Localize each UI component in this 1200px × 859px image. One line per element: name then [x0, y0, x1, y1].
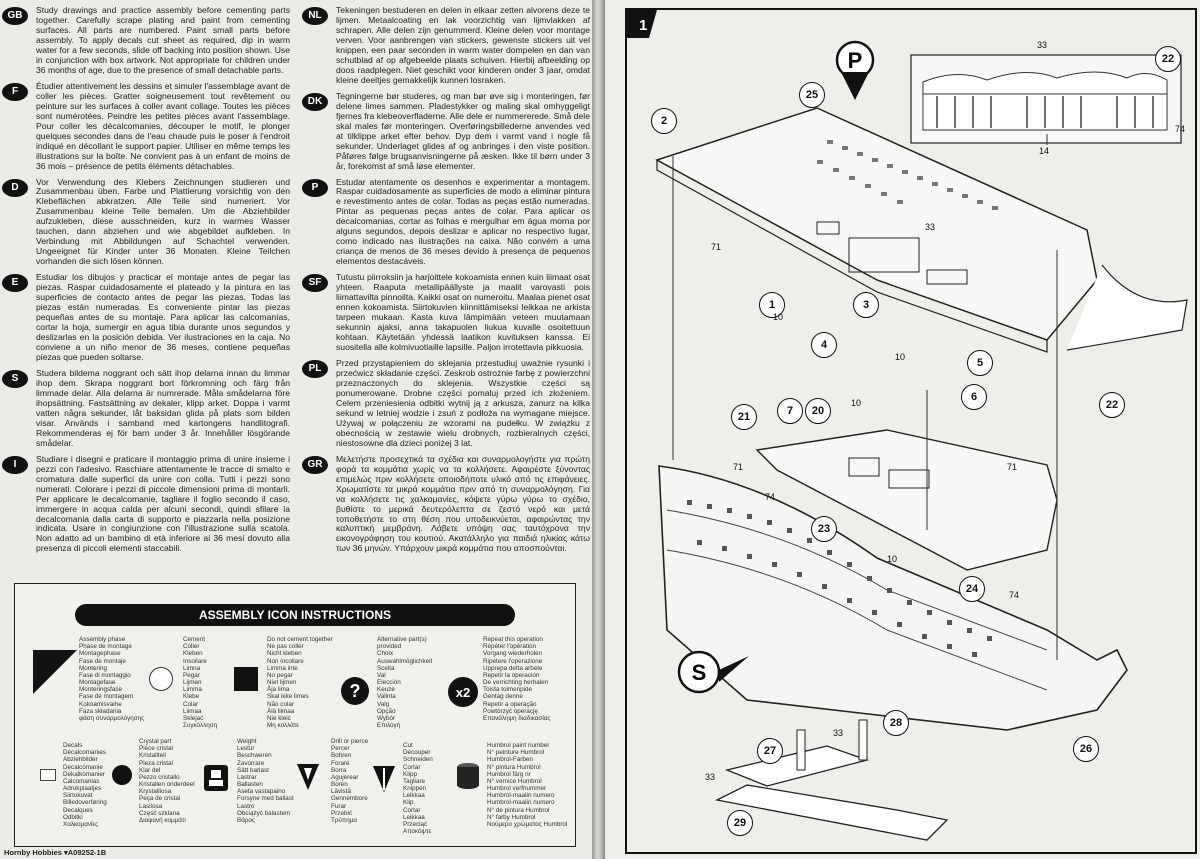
language-badge-gb: GB [2, 7, 28, 25]
part-label-71-right: 71 [1007, 462, 1018, 472]
instruction-gr [300, 455, 590, 555]
language-badge-dk: DK [302, 93, 328, 111]
instruction-p-text: Estudar atentamente os desenhos e experimentar a montagem. Raspar cuidadosamente as superficies de modo a eliminar pintura e revestimento antes de colar. Todas as peças estão numeradas. Pintar as pequenas peças antes de colar. Para aplicar os decalcomanias, cortar as folhas e mergulhar em água morna por alguns segundos, depois deslizar e aplicar no respectivo lugar, como indicado nas ilustrações na caixa. Não convém a uma criança de menos de 36 meses devido à presença de pequenos elementos destacáveis. [336, 176, 590, 267]
crystal-part-label: Crystal part Pièce cristal Kristallteil Pieza cristal Klar del Pezzo cristallo Kristallen onderdeel Krystalliosa Peça de cristal Lasilosa Część szklana Διαφανή κομμάτι [139, 738, 195, 824]
part-label-71-left: 71 [733, 462, 744, 472]
crystal-part-icon [111, 764, 133, 786]
no-cement-icon [233, 666, 259, 692]
humbrol-paint-label: Humbrol paint number N° peinture Humbrol Humbrol-Farben N° pintura Humbrol Humbrol färg nr N° vernice Humbrol Humbrol verfnummer Humbrol-maalin numero Humbrol-maalin numero N° de pintura Humbrol N° farby Humbrol Νούμερο χρώματος Humbrol [487, 742, 568, 828]
part-label-33-base: 33 [705, 772, 716, 782]
language-badge-e: E [2, 274, 28, 292]
decals-label: Decals Décalcomanies Abziehbilder Decalcomanie Dekalkomanier Calcomanias Adrukplaatjes Siirtokuvat Billedoverføring Decalques Odbitki Χαλκομανίες [63, 742, 107, 828]
callout-part-22: 22 [1099, 392, 1125, 418]
instruction-d-text: Vor Verwendung des Klebers Zeichnungen studieren und Zusammenbau üben. Farbe und Plattierung vorsichtig von den Klebeflächen abkratzen. Alle Teile sind numeriert. Vor Zusammenbau kleine Teile bemalen. Um die Abziehbilder aufzukleben, diese ausschneiden, kurz in warmes Wasser tauchen, dann abziehen und wie abgebildet aufkleben. In Verbindung mit Abbildungen auf Schachtel verwenden. Ungeeignet für Kinder unter 36 Monaten. Kleine Teilchen vorhanden die sich lösen können. [36, 176, 290, 267]
callout-part-29: 29 [727, 810, 753, 836]
callout-part-24: 24 [959, 576, 985, 602]
weight-icon [203, 764, 229, 792]
decals-icon [40, 769, 56, 781]
callout-part-21: 21 [731, 404, 757, 430]
marker-p-icon [837, 42, 873, 100]
cement-label: Cement Coller Kleben Insoilare Limna Pegar Lijmen Limma Klebe Colar Liimaa Sklejać Συγκόλληση [183, 636, 218, 730]
alternative-part-icon [340, 676, 370, 706]
paint-tin-icon [455, 762, 481, 790]
alternative-part-symbol: ? [349, 681, 361, 701]
callout-part-4: 4 [811, 332, 837, 358]
language-badge-sf: SF [302, 274, 328, 292]
callout-part-3: 3 [853, 292, 879, 318]
language-badge-s: S [2, 370, 28, 388]
instruction-dk [300, 92, 590, 172]
assembly-phase-label: Assembly phase Phase de montage Montagephase Fase de montaje Montering Fase di montaggio Montagefase Monteringsfase Fase de montagem Kokoamisvaihe Faza składania φάση συναρμολόγησης [79, 636, 145, 722]
language-badge-p: P [302, 179, 328, 197]
weight-label: Weight Lestur Beschweren Zavorrare Sätt barlast Lastrar Ballasten Aseta vastapaino Forsyne med ballast Lastro Obciążyć balastem Βάρος [237, 738, 294, 824]
instruction-p [300, 178, 590, 268]
repeat-operation-label: Repeat this operation Répéter l'opération Vorgang wiederholen Ripetere l'operazione Upprepa detta arbete Repetir la operación De verrichting herhalen Toista toimenpide Gentag denne Repetir a operação Powtórzyć operację Επανάληψη διαδικασίας [483, 636, 551, 722]
part-label-74-stern: 74 [1009, 590, 1020, 600]
callout-part-20: 20 [805, 398, 831, 424]
part-label-33-inset: 33 [1037, 40, 1048, 50]
callout-part-27: 27 [757, 738, 783, 764]
instruction-e-text: Estudiar los dibujos y practicar el montaje antes de pegar las piezas. Raspar cuidadosamente el plateado y la pintura en las superficies de contacto antes de pegar las piezas. Todas las piezas están numeradas. Es conveniente pintar las piezas pequeñas antes de su montaje. Para aplicar las calcomanías, cortar la hoja, sumergir en agua tibia durante unos segundos y deslizarlas en la posición debida. Ver ilustraciones en la caja. No conviene a un niño menor de 36 meses, contiene pequeñas piezas que pueden soltarse. [36, 272, 290, 362]
repeat-operation-icon [447, 676, 479, 708]
part-label-33-stand: 33 [833, 728, 844, 738]
footer-code: Hornby Hobbies ▾A09252-1B [4, 848, 107, 857]
language-badge-nl: NL [302, 7, 328, 25]
instruction-pl [300, 359, 590, 449]
instruction-dk-text: Tegningerne bør studeres, og man bør øve sig i monteringen, før delene limes sammen. Pladestykker og maling skal omhyggeligt fjernes fra klebeoverfladerne. Alle dele er nummererede. Små dele skal males før monteringen. Overføringsbillederne anvendes ved at tilklippe arket efter behov. Dyp dem i varmt vand i nogle få sekunder. Underlaget glides af og anbringes i den viste position. Påføres følge brugsanvisningerne på æsken. Ikke til børn under 3 år, forekomst af små løse elementer. [336, 90, 590, 171]
instruction-pl-text: Przed przystąpieniem do sklejania przestudiuj uważnie rysunki i przećwicz składanie części. Zeskrob ostrożnie farbę z powierzchni przeznaczonych do sklejenia. Wszystkie części są ponumerowane. Drobne części pomaluj przed ich złożeniem. Celem przeniesienia odbitki wytnij ją z arkusza, zanurz na kilka sekund w letniej wodzie i zsuń z podłoża na wymagane miejsce. Używaj w połączeniu ze wzorami na pudełku. W związku z obecnością w zestawie wielu drobnych, rozbieralnych części, niestosowne dla dzieci poniżej 3 lat. [336, 357, 590, 448]
callout-part-22-top: 22 [1155, 46, 1181, 72]
instruction-gr-text: Μελετήστε προσεχτικά τα σχέδια και συναρμολογήστε για πρώτη φορά τα κομμάτια χωρίς να τα κολλήσετε. Αφαιρέστε ξύνοντας επιμελώς πριν κολλήσετε οποιοδήποτε υλικό από τις επιφάνειες. Χρωματίστε τα μικρά κομμάτια πριν από τη συναρμολόγηση. Για να κολλήσετε τις χαλκομανίες, κόψετε γύρω γύρω το σχέδιο, βυθίστε το μερικά δευτερόλεπτα σε ζεστό νερό και μετά τοποθετήστε το στη θέση που υποδεικνύεται, αφαιρώντας την καλυπτική μεμβράνη. Λάβετε υπόψη σας ταυτόχρονα την εικονογράφηση του κουτιού. Ακατάλληλο για παιδιά ηλικίας κάτω των 36 μηνών. Υπάρχουν μικρά κομμάτια που αποσπούνται. [336, 453, 590, 554]
language-badge-d: D [2, 179, 28, 197]
drill-icon [295, 762, 321, 792]
part-label-10-c: 10 [851, 398, 862, 408]
instruction-d [0, 178, 290, 268]
language-badge-pl: PL [302, 360, 328, 378]
callout-part-2: 2 [651, 108, 677, 134]
callout-part-5: 5 [967, 350, 993, 376]
instruction-s [0, 369, 290, 449]
upper-deck-part [657, 108, 1187, 352]
instruction-f-text: Étudier attentivement les dessins et simuler l'assemblage avant de coller les pièces. Gratter soigneusement tout revêtement ou peinture sur les surfaces à coller avant collage. Toutes les pièces sont numérotées. Peindre les petites pièces avant l'assemblage. Pour coller les décalcomanies, découper le motif, le plonger quelques secondes dans de l'eau chaude puis le poser à l'endroit indiqué en décollant le support papier. Utiliser en même temps les illustrations sur la boîte. Ne convient pas à un enfant de moins de 36 mois – présence de petits éléments détachables. [36, 80, 290, 171]
instruction-gb [0, 6, 290, 76]
callout-part-23: 23 [811, 516, 837, 542]
assembly-icon-title: ASSEMBLY ICON INSTRUCTIONS [75, 604, 515, 626]
instructions-column-left [0, 0, 290, 560]
step-number: 1 [639, 17, 648, 34]
callout-part-6: 6 [961, 384, 987, 410]
part-label-10-b: 10 [895, 352, 906, 362]
assembly-diagram-frame [625, 8, 1197, 854]
language-badge-gr: GR [302, 456, 328, 474]
marker-p-label: P [847, 48, 863, 73]
repeat-operation-symbol: x2 [455, 685, 471, 700]
assembly-diagram [627, 10, 1195, 852]
instruction-i-text: Studiare i disegni e praticare il montaggio prima di unire insieme i pezzi con l'adesivo. Raschiare attentamente le tracce di smalto e cromatura dalle superfici da unire con colla. Tutti i pezzi sono numerati. Colorare i pezzi di piccole dimensioni prima di montarli. Per applicare le decalcomanie, tagliare il foglio secondo il caso, immergere in acqua calda per alcuni secondi, quindi sfilare la decalcomania dalla carta di supporto e piazzarla nella posizione indicata. Usare in congiunzione con l'illustrazione sulla scatola. Non adatto ad un bambino di età inferiore ai 36 mesi dovuto alla presenza di piccoli elementi staccabili. [36, 453, 290, 554]
language-badge-f: F [2, 83, 28, 101]
instruction-nl [300, 6, 590, 86]
part-label-14: 14 [1039, 146, 1050, 156]
cement-icon [148, 666, 174, 692]
part-label-33-deck: 33 [925, 222, 936, 232]
callout-part-7: 7 [777, 398, 803, 424]
callout-part-28: 28 [883, 710, 909, 736]
drill-label: Drill or pierce Percer Bohren Forare Borra Agujerear Boren Lävistä Gennembore Furar Przebić Τρύπημα [331, 738, 369, 824]
callout-part-26: 26 [1073, 736, 1099, 762]
instruction-nl-text: Tekeningen bestuderen en delen in elkaar zetten alvorens deze te lijmen. Metaalcoating en lak voorzichtig van lijmvlakken af schrapen. Alle delen zijn genummerd. Kleine delen voor montage verven. Voor aanbrengen van stickers, gewenste stickers uit vel knippen, een paar seconden in warm water dompelen en dan van schutblad af op afgebeelde plaats schuiven. Hierbij afbeelding op doos raadplegen. Niet geschikt voor kinderen onder 3 jaar, omdat kleine deeltjes gemakkelijk kunnen losraken. [336, 5, 590, 85]
callout-part-25: 25 [799, 82, 825, 108]
part-label-10-d: 10 [887, 554, 898, 564]
alternative-part-label: Alternative part(s) provided Choix Auswahlmöglichkeit Scelta Val Elección Keuze Valinta Valg Opção Wybór Επιλογή [377, 636, 433, 730]
language-badge-i: I [2, 456, 28, 474]
instruction-gb-text: Study drawings and practice assembly before cementing parts together. Carefully scrape plating and paint from cementing surfaces. All parts are numbered. Paint small parts before assembly. To apply decals cut sheet as required, dip in warm water for a few seconds, slide off backing into position shown. Use in conjunction with box artwork. Not appropriate for children under 36 months of age, due to the presence of small detachable parts. [36, 5, 290, 75]
assembly-icon-box [14, 583, 576, 847]
cut-label: Cut Découper Schneiden Cortar Klipp Tagliare Knippen Leikkaa Klip Cortar Leikkaa Przeciąć Αποκόψτε [403, 742, 433, 836]
callout-part-1: 1 [759, 292, 785, 318]
cut-icon [371, 764, 397, 794]
part-label-71-top: 71 [711, 242, 722, 252]
instruction-s-text: Studera bildema noggrant och sätt ihop delarna innan du limmar ihop dem. Skrapa noggrant bort förkromning och färg från limmade delar. Alla delarna är numrerade. Måla smådelarna före ihopsättning. Fastsättning av dekaler, klipp arket. Doppa i varmt vatten några sekunder, låt baksidan glida på plats som bilden visar. Används i samband med kartongens handlitografi. Rekommenderas ej för barn under 3 år. Innehåller lösgörande smådelar. [36, 367, 290, 448]
left-page [0, 0, 592, 859]
instructions-column-right [300, 0, 590, 560]
assembly-phase-icon [33, 650, 77, 694]
booklet-spine [592, 0, 605, 859]
instruction-sf-text: Tutustu piirroksiin ja harjoittele kokoamista ennen kuin liimaat osat yhteen. Raaputa metallipäällyste ja maalit varovasti pois liimattavilta pinnoilta. Kaikki osat on numeroitu. Maalaa pienet osat ennen kokoamista. Siirtokuvien kiinnittämiseksi leikkaa ne arkista tarpeen mukaan. Kasta kuva lämpimään veteen muutamaan sekunnin ajaksi, anna takapuolen liukua kuvalle osoitettuun kohtaan. Käytetään yhdessä laatikon kuvituksen kanssa. Ei suositella alle kolmivuotiaille lapsille. Paljon irrotettavia pikkuosia. [336, 272, 590, 352]
instruction-f [0, 82, 290, 172]
part-label-10-a: 10 [773, 312, 784, 322]
stern-gallery-inset [911, 55, 1181, 145]
part-label-74-hull: 74 [765, 492, 776, 502]
part-label-74-inset: 74 [1175, 124, 1186, 134]
no-cement-label: Do not cement together Ne pas coller Nicht kleben Non incollare Limma inte No pegar Niet lijmen Åja lima Skal ikke limes Não colar Älä liimaa Nie kleić Μη κολλάτε [267, 636, 333, 730]
right-page [605, 0, 1200, 859]
marker-s-label: S [691, 660, 707, 685]
instruction-i [0, 455, 290, 555]
instruction-e [0, 273, 290, 363]
instruction-sf [300, 273, 590, 353]
